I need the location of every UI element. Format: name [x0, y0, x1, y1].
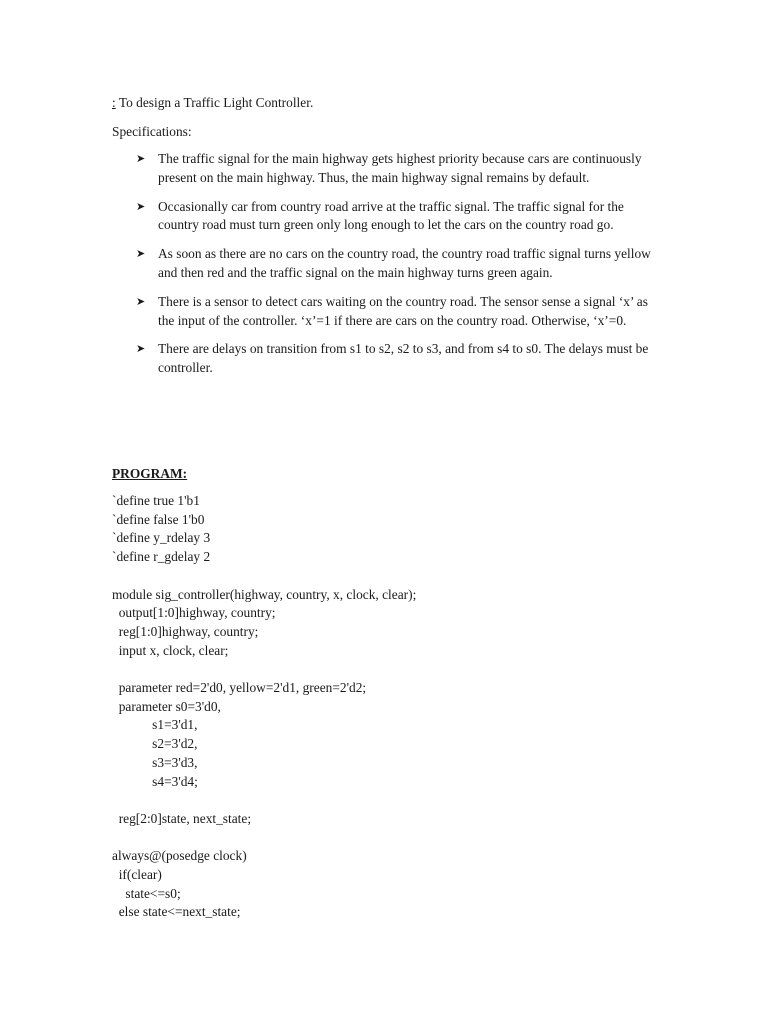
program-code: [112, 492, 416, 922]
specification-text: There are delays on transition from s1 to s2, s2 to s3, and from s4 to s0. The delays must be controller.: [158, 341, 649, 376]
specification-item: [112, 293, 672, 331]
code-line: state<=s0;: [112, 885, 181, 901]
code-line: if(clear): [112, 867, 162, 883]
specifications-heading: Specifications:: [112, 124, 192, 139]
specification-text: There is a sensor to detect cars waiting on the country road. The sensor sense a signal ‘x’ as the input of the controller. ‘x’=1 if there are cars on the country road. Otherwise, ‘x’=0.: [158, 293, 648, 328]
arrow-bullet-icon: ➤: [136, 247, 146, 261]
code-line: always@(posedge clock): [112, 848, 247, 864]
code-line: `define true 1'b1: [112, 493, 200, 508]
arrow-bullet-icon: ➤: [136, 152, 146, 165]
specification-text: As soon as there are no cars on the country road, the country road traffic signal turns yellow and then red and the traffic signal on the main highway turns green again.: [158, 246, 651, 280]
aim-prefix: :: [112, 95, 116, 110]
arrow-bullet-icon: ➤: [136, 199, 146, 213]
specification-item: [112, 198, 672, 236]
code-line: parameter s0=3'd0,: [112, 698, 221, 714]
specification-item: [112, 340, 672, 378]
specification-text: Occasionally car from country road arrive at the traffic signal. The traffic signal for the country road must turn green only long enough to let the cars on the country road go.: [158, 198, 624, 233]
aim-line: [112, 93, 313, 112]
code-line: s3=3'd3,: [112, 754, 198, 770]
code-line: module sig_controller(highway, country, x, clock, clear);: [112, 586, 417, 602]
code-line: input x, clock, clear;: [112, 642, 229, 658]
specification-item: [112, 245, 672, 283]
code-line: s2=3'd2,: [112, 736, 198, 752]
code-line: parameter red=2'd0, yellow=2'd1, green=2'd2;: [112, 680, 367, 696]
code-line: s1=3'd1,: [112, 717, 198, 733]
code-line: s4=3'd4;: [112, 773, 198, 789]
specifications-list: [112, 150, 672, 388]
arrow-bullet-icon: ➤: [136, 342, 146, 356]
arrow-bullet-icon: ➤: [136, 294, 146, 308]
specification-item: [112, 150, 672, 188]
specification-text: The traffic signal for the main highway gets highest priority because cars are continuously present on the main highway. Thus, the main highway signal remains by default.: [158, 151, 642, 185]
code-line: else state<=next_state;: [112, 904, 241, 920]
code-line: reg[1:0]highway, country;: [112, 623, 259, 639]
aim-text: To design a Traffic Light Controller.: [115, 95, 314, 110]
code-line: `define false 1'b0: [112, 511, 205, 527]
code-line: reg[2:0]state, next_state;: [112, 810, 252, 826]
program-heading: PROGRAM:: [112, 466, 188, 481]
code-line: `define y_rdelay 3: [112, 530, 211, 546]
code-line: output[1:0]highway, country;: [112, 605, 276, 621]
code-line: `define r_gdelay 2: [112, 549, 211, 565]
